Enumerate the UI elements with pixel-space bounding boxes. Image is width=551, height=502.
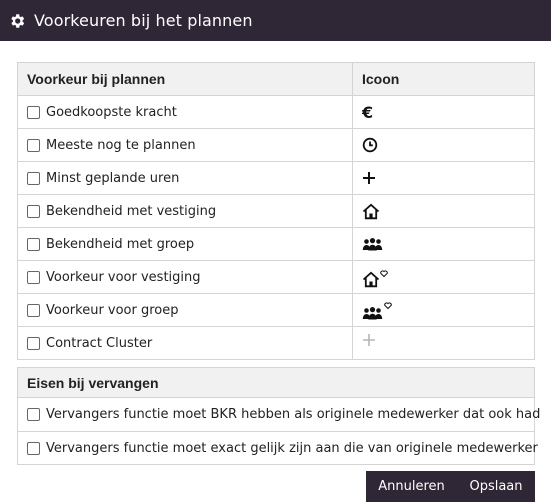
group-heart-icon	[362, 300, 394, 320]
plus-icon	[362, 171, 376, 185]
checkbox[interactable]	[27, 139, 40, 152]
gear-icon	[8, 12, 26, 30]
checkbox[interactable]	[27, 205, 40, 218]
checkbox[interactable]	[27, 271, 40, 284]
preference-voorkeur-vestiging[interactable]	[27, 270, 343, 285]
preferences-header-row	[18, 63, 535, 96]
preference-label: Bekendheid met vestiging	[46, 203, 217, 219]
preference-contract-cluster[interactable]	[27, 336, 343, 351]
save-button[interactable]: Opslaan	[457, 471, 535, 502]
requirement-label: Vervangers functie moet exact gelijk zijn aan die van originele medewerker	[46, 440, 538, 456]
preference-meeste-nog-te-plannen[interactable]	[27, 138, 343, 153]
preference-minst-geplande-uren[interactable]	[27, 171, 343, 186]
requirements-header: Eisen bij vervangen	[18, 368, 534, 398]
requirements-panel	[17, 367, 541, 465]
table-row	[18, 195, 535, 228]
requirement-exact-function[interactable]	[18, 431, 538, 464]
preference-label: Minst geplande uren	[46, 170, 180, 186]
preferences-header-icon: Icoon	[353, 63, 535, 96]
preference-label: Goedkoopste kracht	[46, 104, 177, 120]
cancel-button[interactable]: Annuleren	[366, 471, 457, 502]
group-icon	[362, 237, 383, 251]
checkbox[interactable]	[27, 337, 40, 350]
preference-label: Voorkeur voor groep	[46, 302, 179, 318]
checkbox[interactable]	[27, 408, 40, 421]
preference-label: Voorkeur voor vestiging	[46, 269, 201, 285]
preference-label: Bekendheid met groep	[46, 236, 195, 252]
house-icon	[362, 203, 380, 220]
preferences-table	[17, 62, 535, 360]
dialog-title: Voorkeuren bij het plannen	[34, 11, 253, 30]
checkbox[interactable]	[27, 304, 40, 317]
table-row	[18, 129, 535, 162]
requirement-bkr[interactable]	[18, 398, 541, 431]
table-row	[18, 261, 535, 294]
euro-icon: €	[362, 102, 374, 122]
table-row	[18, 228, 535, 261]
preference-bekendheid-groep[interactable]	[27, 237, 343, 252]
table-row	[18, 294, 535, 327]
preferences-header-label: Voorkeur bij plannen	[18, 63, 353, 96]
checkbox[interactable]	[27, 442, 40, 455]
preference-voorkeur-groep[interactable]	[27, 303, 343, 318]
house-heart-icon	[362, 267, 390, 288]
clock-icon	[362, 137, 378, 153]
table-row	[18, 162, 535, 195]
preference-label: Contract Cluster	[46, 335, 153, 351]
checkbox[interactable]	[27, 172, 40, 185]
preference-bekendheid-vestiging[interactable]	[27, 204, 343, 219]
checkbox[interactable]	[27, 238, 40, 251]
table-row	[18, 96, 535, 129]
table-row	[18, 327, 535, 360]
preference-label: Meeste nog te plannen	[46, 137, 196, 153]
plus-light-icon	[362, 333, 376, 347]
requirement-label: Vervangers functie moet BKR hebben als originele medewerker dat ook had	[46, 407, 541, 422]
preference-goedkoopste-kracht[interactable]	[27, 105, 343, 120]
checkbox[interactable]	[27, 106, 40, 119]
dialog-titlebar	[0, 0, 551, 41]
